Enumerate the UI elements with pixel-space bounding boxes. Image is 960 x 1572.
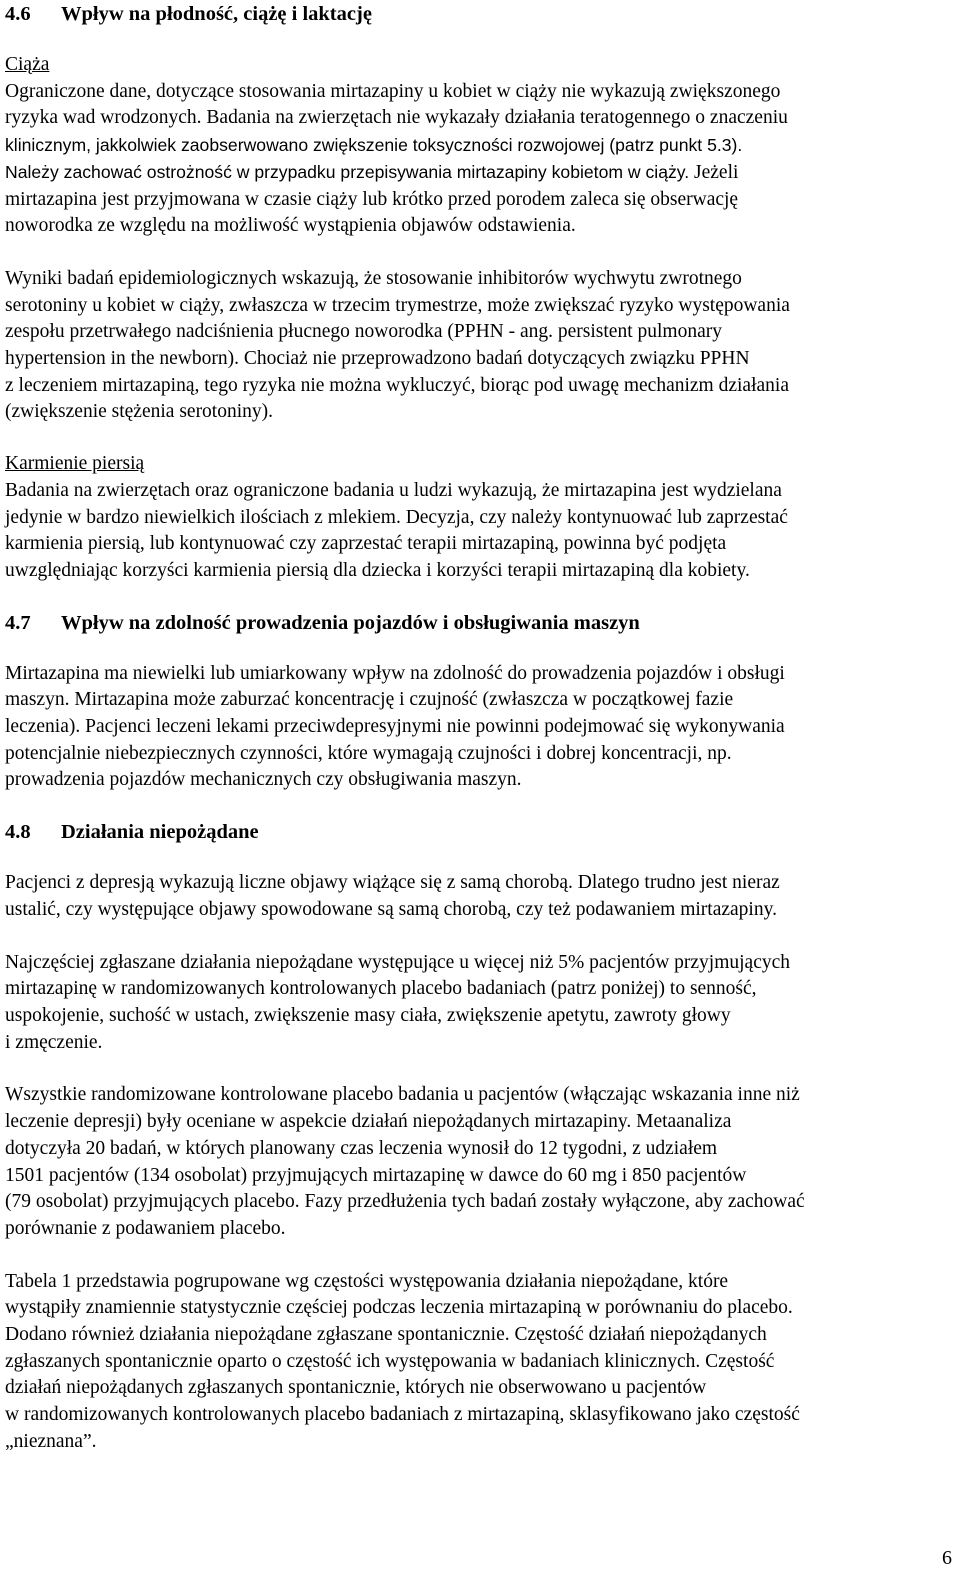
text-line: wystąpiły znamiennie statystycznie częściej podczas leczenia mirtazapiną w porównaniu do placebo. [5, 1297, 793, 1319]
text-line: zgłaszanych spontanicznie oparto o częstość ich występowania w badaniach klinicznych. Częstość [5, 1350, 775, 1372]
text-line: Wyniki badań epidemiologicznych wskazują, że stosowanie inhibitorów wychwytu zwrotnego [5, 267, 742, 289]
text-line: serotoniny u kobiet w ciąży, zwłaszcza w trzecim trymestrze, może zwiększać ryzyko występowania [5, 294, 790, 316]
section-title: Wpływ na zdolność prowadzenia pojazdów i obsługiwania maszyn [61, 611, 640, 634]
text-line: Dodano również działania niepożądane zgłaszane spontanicznie. Częstość działań niepożądanych [5, 1324, 767, 1346]
breastfeeding-paragraph [5, 478, 950, 585]
text-line: zespołu przetrwałego nadciśnienia płucnego noworodka (PPHN - ang. persistent pulmonary [5, 321, 722, 343]
text-line: leczenia). Pacjenci leczeni lekami przeciwdepresyjnymi nie powinni podejmować się wykonywania [5, 716, 785, 738]
text-line: działań niepożądanych zgłaszanych spontanicznie, których nie obserwowano u pacjentów [5, 1377, 707, 1399]
text-line: (79 osobolat) przyjmujących placebo. Fazy przedłużenia tych badań zostały wyłączone, aby zachować [5, 1191, 805, 1213]
text-line: Wszystkie randomizowane kontrolowane placebo badania u pacjentów (włączając wskazania inne niż [5, 1084, 800, 1106]
text-line: Pacjenci z depresją wykazują liczne objawy wiążące się z samą chorobą. Dlatego trudno jest nieraz [5, 872, 780, 894]
text-line: hypertension in the newborn). Chociaż nie przeprowadzono badań dotyczących związku PPHN [5, 348, 750, 370]
text-line: prowadzenia pojazdów mechanicznych czy obsługiwania maszyn. [5, 769, 522, 791]
adverse-paragraph-3 [5, 1082, 950, 1242]
text-line: karmienia piersią, lub kontynuować czy zaprzestać terapii mirtazapiną, powinna być podjęta [5, 533, 727, 555]
subheading-pregnancy: Ciąża [5, 54, 50, 75]
text-fragment: Należy zachować ostrożność w przypadku przepisywania mirtazapiny kobietom w ciąży. [5, 161, 690, 182]
driving-paragraph [5, 661, 950, 795]
text-line: ryzyka wad wrodzonych. Badania na zwierzętach nie wykazały działania teratogennego o znaczeniu [5, 107, 788, 129]
text-line: jedynie w bardzo niewielkich ilościach z mlekiem. Decyzja, czy należy kontynuować lub zaprzestać [5, 506, 788, 528]
text-line: z leczeniem mirtazapiną, tego ryzyka nie można wykluczyć, biorąc pod uwagę mechanizm działania [5, 374, 789, 396]
text-line: (zwiększenie stężenia serotoniny). [5, 401, 274, 423]
text-line: Najczęściej zgłaszane działania niepożądane występujące u więcej niż 5% pacjentów przyjmujących [5, 951, 791, 973]
text-line: w randomizowanych kontrolowanych placebo badaniach z mirtazapiną, sklasyfikowano jako częstość [5, 1404, 800, 1426]
pregnancy-paragraph-2 [5, 266, 950, 426]
subheading-breastfeeding: Karmienie piersią [5, 453, 145, 475]
section-title: Wpływ na płodność, ciążę i laktację [61, 3, 372, 25]
section-number: 4.6 [5, 3, 31, 25]
text-line: mirtazapinę w randomizowanych kontrolowanych placebo badaniach (patrz poniżej) to senność, [5, 978, 757, 1000]
text-line: Tabela 1 przedstawia pogrupowane wg częstości występowania działania niepożądane, które [5, 1270, 729, 1292]
pregnancy-paragraph-1 [5, 79, 950, 240]
section-heading-4-7 [5, 610, 950, 636]
text-line: ustalić, czy występujące objawy spowodowane są samą chorobą, czy też podawaniem mirtazapiny. [5, 898, 777, 920]
text-line: mirtazapina jest przyjmowana w czasie ciąży lub krótko przed porodem zaleca się obserwację [5, 188, 739, 210]
text-line: uwzględniając korzyści karmienia piersią dla dziecka i korzyści terapii mirtazapiną dla kobiety. [5, 559, 750, 581]
text-line: maszyn. Mirtazapina może zaburzać koncentrację i czujność (zwłaszcza w początkowej fazie [5, 689, 734, 711]
text-line: noworodka ze względu na możliwość wystąpienia objawów odstawienia. [5, 215, 576, 237]
text-fragment: Jeżeli [689, 161, 739, 183]
adverse-paragraph-1 [5, 870, 950, 923]
document-page [5, 0, 950, 1456]
text-line: potencjalnie niebezpiecznych czynności, które wymagają czujności i dobrej koncentracji, np. [5, 742, 732, 764]
text-line: porównanie z podawaniem placebo. [5, 1217, 286, 1239]
adverse-paragraph-2 [5, 950, 950, 1057]
text-line: „nieznana”. [5, 1430, 97, 1452]
text-line: Badania na zwierzętach oraz ograniczone badania u ludzi wykazują, że mirtazapina jest wydzielana [5, 479, 782, 501]
section-number: 4.7 [5, 611, 31, 634]
text-line: i zmęczenie. [5, 1031, 103, 1053]
text-line: Mirtazapina ma niewielki lub umiarkowany wpływ na zdolność do prowadzenia pojazdów i obsługi [5, 662, 785, 684]
section-heading-4-8 [5, 819, 950, 845]
text-line: dotyczyła 20 badań, w których planowany czas leczenia wynosił do 12 tygodni, z udziałem [5, 1137, 718, 1159]
section-number: 4.8 [5, 821, 31, 844]
section-title: Działania niepożądane [61, 821, 259, 844]
text-line: leczenie depresji) były oceniane w aspekcie działań niepożądanych mirtazapiny. Metaanaliza [5, 1111, 732, 1133]
text-line: 1501 pacjentów (134 osobolat) przyjmujących mirtazapinę w dawce do 60 mg i 850 pacjentów [5, 1164, 747, 1186]
page-number: 6 [942, 1547, 952, 1569]
text-line: Ograniczone dane, dotyczące stosowania mirtazapiny u kobiet w ciąży nie wykazują zwiększonego [5, 80, 781, 102]
section-heading-4-6 [5, 1, 950, 27]
text-line: uspokojenie, suchość w ustach, zwiększenie masy ciała, zwiększenie apetytu, zawroty głowy [5, 1004, 731, 1026]
text-line: klinicznym, jakkolwiek zaobserwowano zwiększenie toksyczności rozwojowej (patrz punkt 5.3). [5, 135, 743, 156]
text-line-mixed [5, 159, 950, 187]
adverse-paragraph-4 [5, 1269, 950, 1456]
